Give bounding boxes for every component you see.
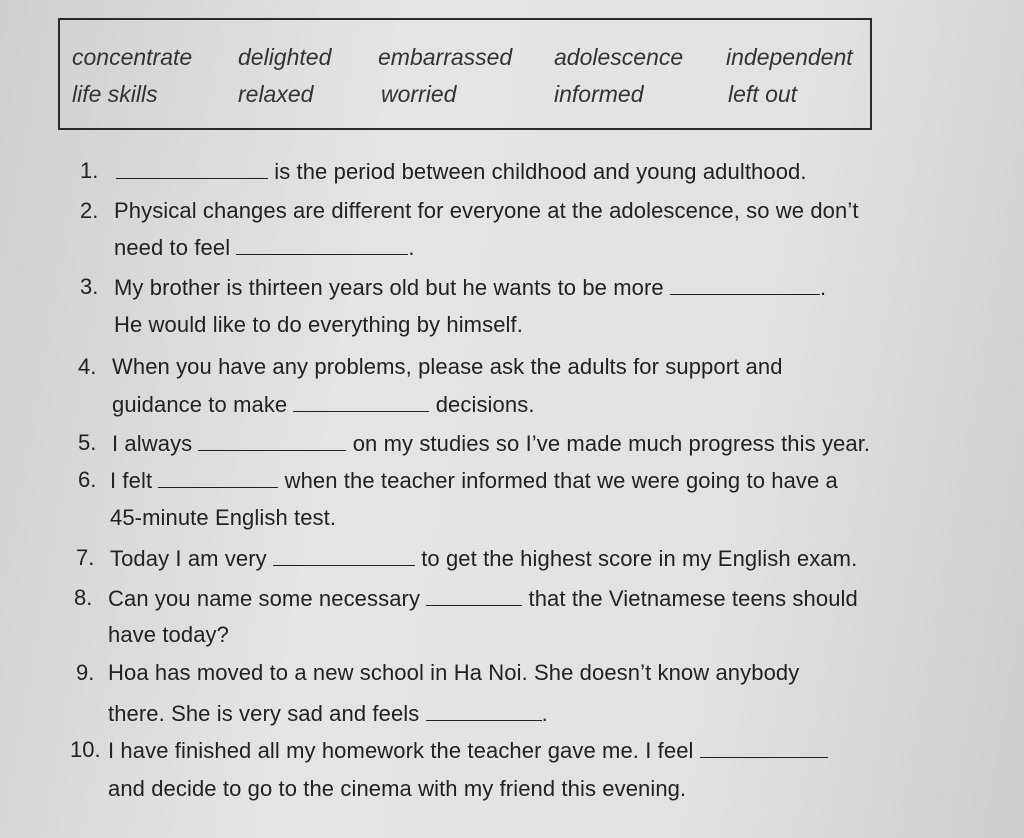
exercise-text: decisions. bbox=[429, 392, 535, 417]
answer-blank[interactable] bbox=[273, 545, 415, 566]
exercise-number: 9. bbox=[76, 660, 95, 685]
exercise-line bbox=[114, 312, 523, 338]
exercise-text: My brother is thirteen years old but he wants to be more bbox=[114, 275, 670, 300]
exercise-line bbox=[110, 467, 838, 494]
exercise-text: is the period between childhood and young adulthood. bbox=[268, 159, 807, 184]
exercise-text: there. She is very sad and feels bbox=[108, 701, 426, 726]
word-bank-item: delighted bbox=[238, 44, 332, 70]
exercise-line bbox=[116, 158, 807, 185]
exercise-text: I have finished all my homework the teacher gave me. I feel bbox=[108, 738, 700, 763]
word-bank-item: independent bbox=[726, 44, 853, 70]
exercise-text: need to feel bbox=[114, 235, 237, 260]
exercise-number: 2. bbox=[80, 198, 99, 223]
exercise-text: and decide to go to the cinema with my friend this evening. bbox=[108, 776, 687, 801]
exercise-text: on my studies so I’ve made much progress this year. bbox=[346, 431, 871, 456]
exercise-text: guidance to make bbox=[112, 392, 294, 417]
exercise-text: Can you name some necessary bbox=[108, 586, 427, 611]
word-bank-item: adolescence bbox=[554, 44, 684, 70]
word-bank-item: relaxed bbox=[238, 81, 314, 107]
exercise-text: Physical changes are different for everyone at the adolescence, so we don’t bbox=[114, 198, 859, 223]
answer-blank[interactable] bbox=[158, 467, 278, 488]
word-bank-item: worried bbox=[381, 81, 457, 107]
exercise-text: . bbox=[408, 235, 415, 260]
exercise-line bbox=[108, 585, 858, 612]
word-bank-item: concentrate bbox=[72, 44, 193, 70]
exercise-text: Today I am very bbox=[110, 546, 273, 571]
exercise-number: 4. bbox=[78, 354, 97, 379]
exercise-line bbox=[114, 274, 826, 301]
exercise-line bbox=[112, 391, 535, 418]
exercise-line bbox=[108, 622, 229, 648]
exercise-line bbox=[108, 776, 686, 802]
exercise-text: have today? bbox=[108, 622, 229, 647]
exercise-number: 10. bbox=[70, 737, 101, 762]
exercise-number: 7. bbox=[76, 545, 95, 570]
answer-blank[interactable] bbox=[293, 391, 429, 412]
exercise-line bbox=[112, 430, 870, 457]
word-bank-item: life skills bbox=[72, 81, 158, 107]
answer-blank[interactable] bbox=[198, 430, 346, 451]
answer-blank[interactable] bbox=[426, 585, 522, 606]
exercise-text: when the teacher informed that we were going to have a bbox=[278, 468, 838, 493]
word-bank-item: left out bbox=[728, 81, 798, 107]
exercise-text: He would like to do everything by himself. bbox=[114, 312, 523, 337]
answer-blank[interactable] bbox=[670, 274, 820, 295]
exercise-text: When you have any problems, please ask the adults for support and bbox=[112, 354, 783, 379]
exercise-text: I always bbox=[112, 431, 199, 456]
exercise-number: 3. bbox=[80, 274, 99, 299]
exercise-text: Hoa has moved to a new school in Ha Noi. She doesn’t know anybody bbox=[108, 660, 800, 685]
word-bank-item: embarrassed bbox=[378, 44, 513, 70]
exercise-line bbox=[108, 660, 799, 686]
exercise-number: 6. bbox=[78, 467, 97, 492]
exercise-text: to get the highest score in my English exam. bbox=[415, 546, 858, 571]
exercise-line bbox=[114, 198, 859, 224]
exercise-line bbox=[110, 545, 857, 572]
answer-blank[interactable] bbox=[236, 234, 408, 255]
exercise-number: 5. bbox=[78, 430, 97, 455]
exercise-line bbox=[108, 737, 828, 764]
exercise-text: that the Vietnamese teens should bbox=[522, 586, 858, 611]
exercise-text: . bbox=[541, 701, 548, 726]
exercise-line bbox=[108, 700, 548, 727]
answer-blank[interactable] bbox=[426, 700, 542, 721]
exercise-text: . bbox=[819, 275, 827, 300]
answer-blank[interactable] bbox=[116, 158, 268, 179]
exercise-text: 45-minute English test. bbox=[110, 505, 337, 530]
exercise-number: 1. bbox=[80, 158, 99, 183]
word-bank-item: informed bbox=[554, 81, 644, 107]
answer-blank[interactable] bbox=[700, 737, 828, 758]
exercise-line bbox=[114, 234, 415, 261]
exercise-text: I felt bbox=[110, 468, 159, 493]
exercise-line bbox=[110, 505, 336, 531]
exercise-number: 8. bbox=[74, 585, 93, 610]
exercise-line bbox=[112, 354, 783, 380]
